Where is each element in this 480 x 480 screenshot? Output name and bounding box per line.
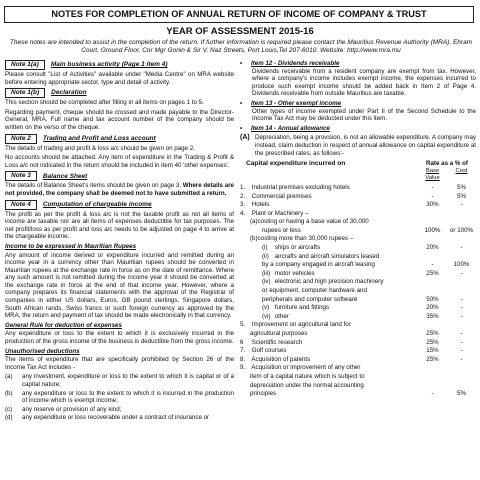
row-text: Scientific research bbox=[251, 338, 303, 346]
base-value-rate: 35% bbox=[426, 312, 439, 320]
base-value-rate: - bbox=[431, 192, 434, 200]
list-key: (c) bbox=[5, 405, 13, 413]
row-label bbox=[240, 193, 418, 201]
note-3-text-bold: Where details are not provided, the company shall be deemed not to have submitted a return. bbox=[5, 182, 234, 197]
row-text: Plant or Machinery – bbox=[251, 209, 309, 217]
unauthorised-text: The items of expenditure that are specifically prohibited by Section 26 of the Income Tax Act includes - bbox=[5, 356, 234, 371]
row-label bbox=[240, 261, 418, 269]
list-item bbox=[5, 390, 234, 405]
column-cost: Cost bbox=[455, 167, 468, 174]
row-label bbox=[240, 218, 418, 226]
table-row bbox=[240, 261, 476, 269]
table-row bbox=[240, 390, 476, 398]
table-row bbox=[240, 296, 476, 304]
row-label bbox=[240, 227, 418, 235]
note-title: Declaration bbox=[51, 89, 87, 97]
note-title: Computation of chargeable income bbox=[42, 200, 152, 208]
cost-rate: - bbox=[460, 269, 463, 277]
subheading-general-rule: General Rule for deduction of expenses bbox=[5, 321, 122, 329]
cost-rate: 100% bbox=[453, 261, 470, 269]
table-row bbox=[240, 253, 476, 261]
row-label bbox=[240, 304, 418, 312]
row-number: 8. bbox=[240, 355, 246, 363]
note-title: Main business activity (Page 1 item 4) bbox=[50, 61, 168, 69]
base-value-rate: 25% bbox=[426, 355, 439, 363]
cost-rate: 5% bbox=[457, 183, 466, 191]
row-text: furniture and fittings bbox=[274, 304, 330, 312]
intro-text: These notes are intended to assist in the completion of the return. If further information is required please contact the Mauritius Revenue Authority (MRA), Ehram Court, Ground Floor, Cnr Mgr Gonin & Sir V. Naz Streets, Port Louis,Tel 207-6010. Website: http://www.mra.mu bbox=[9, 39, 473, 54]
row-text: Golf courses bbox=[251, 347, 287, 355]
list-text: any expenditure or loss recoverable under a contract of insurance or bbox=[22, 414, 210, 422]
note-label: Note 1(a) bbox=[5, 60, 45, 70]
note-1b-heading bbox=[5, 88, 234, 98]
note-1a-heading bbox=[5, 60, 234, 70]
row-text: Acquisition of patents bbox=[251, 355, 311, 363]
currency-text: Any amount of income derived or expenditure incurred and remitted during an income year in a currency other than Mauritian rupees should be converted in Mauritian rupees at the exchange rate in force as on the date of remittance. Where any such amount is not remitted during the income year it should be converted at the exchange rate in force at the end of that income year. However, where a company prepares its financial statements with the approval of the Registrar of companies in either US dollars, Euros, GB pound sterlings, Singapore dollars, South African rands, Swiss francs or such foreign currency as approved by the MRA, the return and payment of tax should be made electronically in that currency. bbox=[5, 251, 234, 320]
table-row bbox=[240, 287, 476, 295]
base-value-rate: 25% bbox=[426, 338, 439, 346]
note-4-heading bbox=[5, 200, 234, 210]
cost-rate bbox=[447, 218, 476, 226]
base-value-rate bbox=[418, 210, 447, 218]
table-row bbox=[240, 347, 476, 355]
base-value-rate bbox=[418, 278, 447, 286]
list-key: (b) bbox=[5, 389, 13, 397]
cost-rate: 5% bbox=[457, 390, 466, 398]
table-row bbox=[240, 339, 476, 347]
base-value-rate bbox=[418, 287, 447, 295]
row-label bbox=[240, 390, 418, 398]
list-item bbox=[5, 373, 234, 388]
row-number: (ii) bbox=[262, 252, 269, 260]
note-3-text bbox=[5, 182, 234, 197]
note-1b-text-1: This section should be completed after filling in all items on pages 1 to 5. bbox=[5, 99, 204, 107]
allowance-table-body bbox=[240, 184, 476, 398]
row-label bbox=[240, 270, 418, 278]
row-label bbox=[240, 244, 418, 252]
row-number: (i) bbox=[262, 244, 268, 252]
row-label bbox=[240, 373, 418, 381]
note-label: Note 4 bbox=[5, 200, 37, 210]
note-label: Note 3 bbox=[5, 171, 37, 181]
row-label bbox=[240, 296, 418, 304]
item-12-text: Dividends receivable from a resident company are exempt from tax. However, where a company's income includes exempt income, the expenses incurred to produce such exempt income should be added back in Item 2 of Page 4. Dividends receivable from outside Mauritius are taxable. bbox=[252, 67, 476, 98]
item-14-heading bbox=[240, 125, 476, 133]
table-row bbox=[240, 373, 476, 381]
base-value-rate: - bbox=[431, 261, 434, 269]
assessment-year: YEAR OF ASSESSMENT 2015-16 bbox=[166, 26, 314, 37]
list-key: (a) bbox=[5, 373, 13, 381]
row-text: agricultural purposes bbox=[250, 330, 308, 337]
base-value-rate: 20% bbox=[426, 244, 439, 252]
base-value-rate: 20% bbox=[426, 304, 439, 312]
row-text: depreciation under the normal accounting bbox=[250, 381, 364, 389]
cost-rate: 5% bbox=[457, 192, 466, 200]
cost-rate bbox=[447, 382, 476, 390]
list-text: any expenditure or loss to the extent to which it is incurred in the production of income which is exempt income; bbox=[22, 389, 234, 405]
item-14-a-key: (A) bbox=[240, 134, 250, 142]
item-13-heading bbox=[240, 100, 476, 108]
table-row bbox=[240, 364, 476, 372]
base-value-rate bbox=[418, 235, 447, 243]
row-number: (vi) bbox=[262, 312, 271, 320]
list-key: (d) bbox=[5, 414, 13, 422]
table-row bbox=[240, 235, 476, 243]
table-row bbox=[240, 210, 476, 218]
item-title: Item 14 - Annual allowance bbox=[251, 124, 330, 132]
base-value-rate: 100% bbox=[424, 226, 441, 234]
row-label bbox=[240, 287, 418, 295]
row-number: 3. bbox=[240, 201, 246, 209]
row-label bbox=[240, 321, 418, 329]
row-label bbox=[240, 253, 418, 261]
row-number: (iv) bbox=[262, 278, 271, 286]
row-text: peripherals and computer software bbox=[262, 295, 358, 303]
cost-rate bbox=[447, 287, 476, 295]
page-banner-title: NOTES FOR COMPLETION OF ANNUAL RETURN OF INCOME OF COMPANY & TRUST bbox=[4, 6, 474, 23]
cost-rate bbox=[447, 278, 476, 286]
note-title: Balance Sheet bbox=[42, 172, 88, 180]
base-value-rate: 15% bbox=[426, 347, 439, 355]
table-row bbox=[240, 304, 476, 312]
item-13-text: Other types of income exempted under Part II of the Second Schedule to the Income Tax Act may be deducted under this item. bbox=[252, 107, 476, 123]
cost-rate: - bbox=[460, 304, 463, 312]
note-4-text: The profit as per the profit & loss a/c is not the taxable profit as not all items of income are taxable nor are all items of expenses deductible for tax purposes. The net profit/loss as per profit and loss a/c needs to be adjusted on page 4 to arrive at the chargeable income. bbox=[5, 210, 234, 241]
cost-rate: - bbox=[460, 347, 463, 355]
row-label bbox=[240, 235, 418, 243]
cost-rate: - bbox=[460, 355, 463, 363]
row-label bbox=[240, 364, 418, 372]
list-text: any reserve or provision of any kind; bbox=[22, 405, 122, 413]
row-label bbox=[240, 201, 418, 209]
base-value-rate bbox=[418, 373, 447, 381]
row-label bbox=[240, 382, 418, 390]
table-row bbox=[240, 244, 476, 252]
note-2-text-2: No accounts should be attached. Any item of expenditure in the Trading & Profit & Loss a/c not indicated in the return should be included in item 40 'other expenses'. bbox=[5, 154, 234, 169]
row-number: 9. bbox=[240, 364, 246, 372]
subheading-currency: Income to be expressed in Mauritian Rupees bbox=[5, 242, 137, 250]
table-row bbox=[240, 218, 476, 226]
cost-rate bbox=[447, 253, 476, 261]
row-text: aircrafts and aircraft simulators leased bbox=[274, 252, 380, 260]
row-number: 7. bbox=[240, 347, 246, 355]
table-row bbox=[240, 278, 476, 286]
base-value-rate: - bbox=[431, 183, 434, 191]
row-number: 4. bbox=[240, 209, 246, 217]
row-text: Commercial premises bbox=[251, 192, 312, 200]
table-row bbox=[240, 382, 476, 390]
cost-rate: - bbox=[460, 244, 463, 252]
cost-rate bbox=[447, 321, 476, 329]
row-text: Improvement on agricultural land for bbox=[251, 321, 351, 329]
row-text: Hotels bbox=[251, 201, 270, 209]
cost-rate: - bbox=[460, 295, 463, 303]
row-label bbox=[240, 278, 418, 286]
note-label: Note 1(b) bbox=[5, 88, 45, 98]
table-row bbox=[240, 330, 476, 338]
cost-rate bbox=[447, 210, 476, 218]
left-column bbox=[5, 58, 234, 423]
item-14-a bbox=[240, 134, 476, 157]
base-value-rate bbox=[418, 364, 447, 372]
cost-rate: - bbox=[460, 312, 463, 320]
row-text: item of a capital nature which is subject to bbox=[250, 372, 365, 380]
bullet-icon: • bbox=[240, 99, 243, 107]
base-value-rate: 30% bbox=[426, 201, 439, 209]
row-text: Acquisition or improvement of any other bbox=[251, 364, 361, 372]
row-text: by a company engaged in aircraft leasing bbox=[262, 261, 375, 269]
cost-rate: - bbox=[460, 338, 463, 346]
list-item bbox=[5, 406, 234, 414]
row-text: Industrial premises excluding hotels bbox=[251, 183, 350, 191]
row-label bbox=[240, 184, 418, 192]
subheading-unauthorised: Unauthorised deductions bbox=[5, 347, 80, 355]
cost-rate: - bbox=[460, 330, 463, 337]
row-label bbox=[240, 356, 418, 364]
row-number: 1. bbox=[240, 183, 246, 191]
row-label bbox=[240, 339, 418, 347]
base-value-rate bbox=[418, 218, 447, 226]
deduction-list bbox=[5, 373, 234, 422]
cost-rate bbox=[447, 235, 476, 243]
note-3-heading bbox=[5, 171, 234, 181]
row-text: electronic and high precision machinery bbox=[274, 278, 384, 286]
row-number: 5. bbox=[240, 321, 246, 329]
table-row bbox=[240, 201, 476, 209]
row-text: motor vehicles bbox=[274, 269, 315, 277]
row-text: other bbox=[274, 312, 289, 320]
note-label: Note 2 bbox=[5, 134, 37, 144]
item-title: Item 13 - Other exempt income bbox=[251, 99, 342, 107]
note-1a-text: Please consult "List of Activities" available under "Media Centre" on MRA website before entering appropriate sector, type and detail of activity. bbox=[5, 71, 234, 86]
base-value-rate: 25% bbox=[426, 269, 439, 277]
item-12-heading bbox=[240, 60, 476, 68]
table-row bbox=[240, 184, 476, 192]
note-3-text-regular: The details of Balance Sheet's items should be given on page 3. bbox=[5, 182, 183, 190]
note-1b-text-2: Regarding payment, cheque should be crossed and made payable to the Director-General, MRA. Full name and tax account number of the company should be written on the verso of the cheque. bbox=[5, 108, 234, 131]
note-title: Trading and Profit and Loss account bbox=[42, 134, 156, 142]
table-row bbox=[240, 321, 476, 329]
column-base-value: Base Value bbox=[425, 167, 440, 182]
base-value-rate bbox=[418, 382, 447, 390]
bullet-icon: • bbox=[240, 60, 243, 67]
list-item bbox=[5, 414, 234, 422]
row-number: 6 bbox=[240, 338, 244, 346]
row-number: 2. bbox=[240, 192, 246, 200]
item-title: Item 12 - Dividends receivable bbox=[251, 60, 340, 67]
cost-rate bbox=[447, 373, 476, 381]
row-text: (b)costing more than 30,000 rupees – bbox=[250, 235, 354, 243]
base-value-rate bbox=[418, 253, 447, 261]
row-text: principles bbox=[250, 390, 277, 398]
base-value-rate: 25% bbox=[426, 330, 439, 337]
list-text: any investment, expenditure or loss to the extent to which it is capital or of a capital nature; bbox=[22, 373, 234, 388]
table-row bbox=[240, 193, 476, 201]
cost-rate: - bbox=[460, 201, 463, 209]
item-14-a-text: Depreciation, being a provision, is not an allowable expenditure. A company may instead, claim deduction in respect of annual allowance on capital expenditure at the prescribed rates, as follows:- bbox=[255, 134, 476, 157]
row-text: or equipment, computer hardware and bbox=[262, 287, 367, 295]
table-row bbox=[240, 270, 476, 278]
row-text: ships or aircrafts bbox=[274, 244, 321, 252]
row-label bbox=[240, 210, 418, 218]
note-2-text-1: The details of trading and profit & loss a/c should be given on page 2. bbox=[5, 144, 195, 152]
row-number: (v) bbox=[262, 304, 270, 312]
general-rule-text: Any expenditure or loss to the extent to which it is exclusively incurred in the production of the gross income of the business is deductible from the gross income. bbox=[5, 330, 234, 346]
base-value-rate bbox=[418, 321, 447, 329]
row-label bbox=[240, 347, 418, 355]
cost-rate: or 100% bbox=[449, 226, 474, 234]
cost-rate bbox=[447, 364, 476, 372]
row-label bbox=[240, 330, 418, 338]
base-value-rate: 50% bbox=[426, 295, 439, 303]
row-label bbox=[240, 313, 418, 321]
note-2-heading bbox=[5, 134, 234, 144]
table-head-label: Capital expenditure incurred on bbox=[246, 160, 346, 168]
bullet-icon: • bbox=[240, 124, 243, 132]
table-rate-head: Rate as a % of bbox=[426, 160, 468, 168]
table-row bbox=[240, 313, 476, 321]
row-text: rupees or less bbox=[262, 226, 301, 234]
row-number: (iii) bbox=[262, 269, 271, 277]
right-column bbox=[240, 58, 476, 399]
row-text: (a)costing or having a base value of 30,000 bbox=[250, 218, 369, 226]
table-row bbox=[240, 356, 476, 364]
allowance-table-subheader bbox=[240, 168, 476, 183]
base-value-rate: - bbox=[431, 390, 434, 398]
table-row bbox=[240, 227, 476, 235]
allowance-table-header bbox=[240, 160, 476, 168]
